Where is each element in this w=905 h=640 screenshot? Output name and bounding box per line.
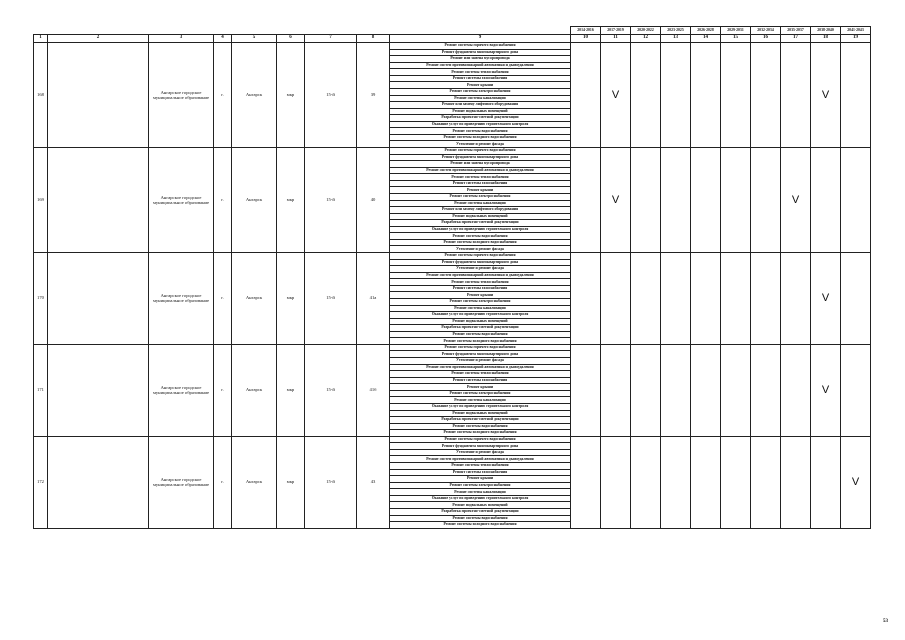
work-item: Разработка проектно-сметной документации [390,417,571,424]
period-cell [601,344,631,436]
period-cell [661,344,691,436]
municipality-name: Ангарское городское муниципальное образование [149,253,214,345]
column-number: 17 [781,35,811,43]
work-item: Ремонт системы теплоснабжения [390,174,571,181]
column-number: 15 [721,35,751,43]
work-item: Разработка проектно-сметной документации [390,115,571,122]
work-item: Ремонт или замену лифтового оборудования [390,207,571,214]
column-number: 1 [34,35,48,43]
municipality-cell [48,344,149,436]
column-number: 7 [305,35,357,43]
work-item: Ремонт системы электроснабжения [390,88,571,95]
period-cell [841,43,871,148]
work-item: Ремонт систем противопожарной автоматики и дымоудаления [390,167,571,174]
column-number: 9 [390,35,571,43]
work-item: Ремонт подвальных помещений [390,108,571,115]
period-cell [661,148,691,253]
work-item: Ремонт системы холодного водоснабжения [390,134,571,141]
work-item: Ремонт крыши [390,292,571,299]
area-type: мкр [277,253,305,345]
table-body [34,27,871,529]
work-item: Ремонт систем противопожарной автоматики и дымоудаления [390,456,571,463]
period-cell [811,148,841,253]
column-number: 5 [232,35,277,43]
header-spacer [34,27,571,35]
work-item: Ремонт системы водоснабжения [390,423,571,430]
municipality-name: Ангарское городское муниципальное образование [149,148,214,253]
period-cell [751,43,781,148]
period-header: 2029-2031 [721,27,751,35]
work-item: Ремонт системы газоснабжения [390,180,571,187]
period-cell [781,43,811,148]
period-mark: V [781,148,811,253]
period-mark: V [811,43,841,148]
period-cell [721,253,751,345]
period-header: 2032-2034 [751,27,781,35]
area-number: 15-й [305,344,357,436]
period-cell [571,253,601,345]
period-cell [781,436,811,528]
work-item: Ремонт системы теплоснабжения [390,69,571,76]
work-item: Ремонт или замена мусоропровода [390,161,571,168]
work-item: Ремонт системы холодного водоснабжения [390,522,571,529]
period-cell [721,148,751,253]
work-item: Ремонт системы электроснабжения [390,298,571,305]
table-row [34,148,871,155]
settlement-type: г. [214,43,232,148]
work-item: Оказание услуг по проведению строительного контроля [390,121,571,128]
period-cell [601,436,631,528]
work-item: Оказание услуг по проведению строительного контроля [390,312,571,319]
work-item: Утепление и ремонт фасада [390,266,571,273]
period-cell [631,436,661,528]
work-item: Ремонт системы горячего водоснабжения [390,436,571,443]
work-item: Ремонт системы канализации [390,489,571,496]
area-number: 15-й [305,148,357,253]
period-cell [661,253,691,345]
work-item: Ремонт крыши [390,476,571,483]
column-number: 12 [631,35,661,43]
work-item: Ремонт фундамента многоквартирного дома [390,443,571,450]
house-number: 41а [357,253,390,345]
work-item: Ремонт системы газоснабжения [390,75,571,82]
work-item: Ремонт системы горячего водоснабжения [390,148,571,155]
row-number: 168 [34,43,48,148]
work-item: Ремонт фундамента многоквартирного дома [390,259,571,266]
work-item: Ремонт системы водоснабжения [390,128,571,135]
work-item: Ремонт фундамента многоквартирного дома [390,351,571,358]
row-number: 169 [34,148,48,253]
column-number: 10 [571,35,601,43]
municipality-name: Ангарское городское муниципальное образование [149,344,214,436]
area-number: 15-й [305,43,357,148]
work-item: Ремонт систем противопожарной автоматики и дымоудаления [390,272,571,279]
period-cell [571,43,601,148]
house-number: 39 [357,43,390,148]
work-item: Ремонт фундамента многоквартирного дома [390,154,571,161]
table-row [34,436,871,443]
column-number-row [34,35,871,43]
area-number: 15-й [305,253,357,345]
work-item: Ремонт системы газоснабжения [390,469,571,476]
work-item: Оказание услуг по проведению строительного контроля [390,495,571,502]
period-header: 2038-2040 [811,27,841,35]
column-number: 2 [48,35,149,43]
work-item: Ремонт крыши [390,187,571,194]
work-item: Ремонт системы водоснабжения [390,331,571,338]
column-number: 3 [149,35,214,43]
area-type: мкр [277,148,305,253]
work-item: Ремонт системы электроснабжения [390,193,571,200]
period-cell [691,148,721,253]
settlement-name: Ангарск [232,148,277,253]
period-header: 2023-2025 [661,27,691,35]
table-row [34,344,871,351]
period-cell [751,436,781,528]
period-cell [751,253,781,345]
settlement-type: г. [214,436,232,528]
work-item: Ремонт системы канализации [390,305,571,312]
work-item: Ремонт системы канализации [390,95,571,102]
work-item: Утепление и ремонт фасада [390,246,571,253]
period-cell [691,436,721,528]
settlement-type: г. [214,344,232,436]
column-number: 18 [811,35,841,43]
period-cell [721,43,751,148]
municipality-cell [48,436,149,528]
row-number: 171 [34,344,48,436]
work-item: Ремонт системы водоснабжения [390,515,571,522]
work-item: Ремонт системы теплоснабжения [390,279,571,286]
period-header: 2014-2016 [571,27,601,35]
work-item: Ремонт системы теплоснабжения [390,463,571,470]
work-item: Ремонт или замена мусоропровода [390,56,571,63]
settlement-name: Ангарск [232,344,277,436]
period-mark: V [601,43,631,148]
period-header: 2017-2019 [601,27,631,35]
period-cell [781,253,811,345]
work-item: Ремонт системы водоснабжения [390,233,571,240]
work-item: Ремонт подвальных помещений [390,213,571,220]
work-item: Оказание услуг по проведению строительного контроля [390,226,571,233]
municipality-cell [48,148,149,253]
settlement-name: Ангарск [232,43,277,148]
settlement-type: г. [214,148,232,253]
column-number: 6 [277,35,305,43]
column-number: 14 [691,35,721,43]
period-cell [661,43,691,148]
work-item: Ремонт подвальных помещений [390,410,571,417]
period-cell [571,436,601,528]
period-mark: V [601,148,631,253]
work-item: Ремонт системы газоснабжения [390,377,571,384]
period-cell [631,344,661,436]
work-item: Ремонт крыши [390,82,571,89]
period-cell [691,344,721,436]
work-item: Утепление и ремонт фасада [390,141,571,148]
period-cell [841,344,871,436]
period-mark: V [811,344,841,436]
work-item: Ремонт систем противопожарной автоматики и дымоудаления [390,62,571,69]
work-item: Ремонт системы канализации [390,200,571,207]
period-cell [721,344,751,436]
column-number: 8 [357,35,390,43]
period-cell [631,43,661,148]
column-number: 13 [661,35,691,43]
work-item: Ремонт системы горячего водоснабжения [390,344,571,351]
settlement-type: г. [214,253,232,345]
work-item: Ремонт системы горячего водоснабжения [390,43,571,50]
area-type: мкр [277,436,305,528]
period-header: 2041-2043 [841,27,871,35]
period-header: 2020-2022 [631,27,661,35]
municipality-name: Ангарское городское муниципальное образование [149,43,214,148]
work-item: Ремонт системы горячего водоснабжения [390,253,571,260]
period-header: 2026-2028 [691,27,721,35]
work-item: Разработка проектно-сметной документации [390,220,571,227]
period-cell [571,148,601,253]
work-item: Оказание услуг по проведению строительного контроля [390,403,571,410]
period-cell [841,253,871,345]
period-cell [751,148,781,253]
period-cell [661,436,691,528]
work-item: Ремонт системы холодного водоснабжения [390,338,571,345]
area-type: мкр [277,344,305,436]
row-number: 170 [34,253,48,345]
period-cell [811,436,841,528]
work-item: Ремонт системы электроснабжения [390,482,571,489]
period-cell [631,148,661,253]
period-mark: V [841,436,871,528]
period-mark: V [811,253,841,345]
house-number: 40 [357,148,390,253]
area-number: 15-й [305,436,357,528]
work-item: Ремонт фундамента многоквартирного дома [390,49,571,56]
period-header: 2035-2037 [781,27,811,35]
row-number: 172 [34,436,48,528]
period-cell [691,253,721,345]
work-item: Разработка проектно-сметной документации [390,325,571,332]
period-cell [751,344,781,436]
work-item: Утепление и ремонт фасада [390,449,571,456]
period-cell [631,253,661,345]
page-number: 53 [883,619,888,624]
work-item: Ремонт системы электроснабжения [390,390,571,397]
column-number: 19 [841,35,871,43]
house-number: 41б [357,344,390,436]
work-item: Ремонт подвальных помещений [390,318,571,325]
work-item: Ремонт системы газоснабжения [390,285,571,292]
house-number: 43 [357,436,390,528]
capital-repair-program-table [33,26,871,529]
period-cell [841,148,871,253]
work-item: Ремонт системы канализации [390,397,571,404]
column-number: 11 [601,35,631,43]
period-cell [721,436,751,528]
column-number: 4 [214,35,232,43]
work-item: Ремонт крыши [390,384,571,391]
municipality-cell [48,43,149,148]
period-cell [781,344,811,436]
municipality-name: Ангарское городское муниципальное образование [149,436,214,528]
period-cell [571,344,601,436]
work-item: Ремонт систем противопожарной автоматики и дымоудаления [390,364,571,371]
settlement-name: Ангарск [232,436,277,528]
work-item: Ремонт или замену лифтового оборудования [390,102,571,109]
settlement-name: Ангарск [232,253,277,345]
work-item: Ремонт системы холодного водоснабжения [390,239,571,246]
column-number: 16 [751,35,781,43]
period-header-row [34,27,871,35]
area-type: мкр [277,43,305,148]
municipality-cell [48,253,149,345]
period-cell [691,43,721,148]
work-item: Утепление и ремонт фасада [390,358,571,365]
table-row [34,43,871,50]
work-item: Ремонт подвальных помещений [390,502,571,509]
table-row [34,253,871,260]
work-item: Ремонт системы холодного водоснабжения [390,430,571,437]
work-item: Ремонт системы теплоснабжения [390,371,571,378]
period-cell [601,253,631,345]
work-item: Разработка проектно-сметной документации [390,508,571,515]
